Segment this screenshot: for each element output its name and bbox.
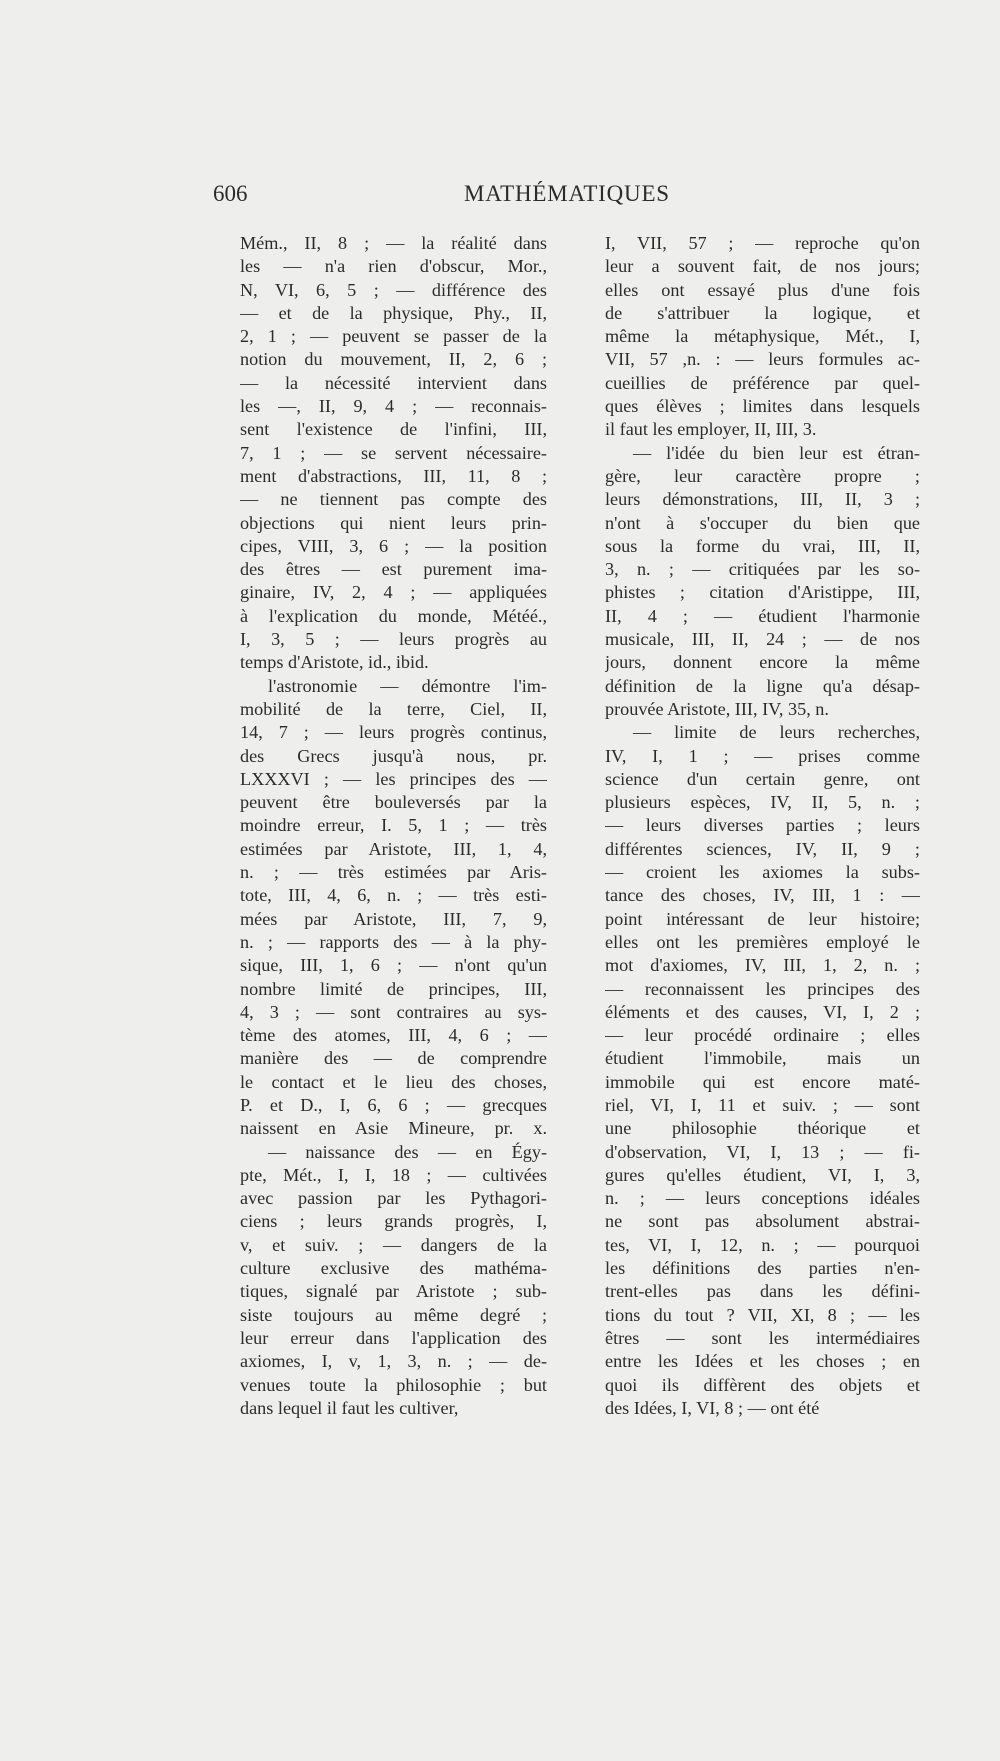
text-line: ginaire, IV, 2, 4 ; — appliquées [240,582,547,603]
text-line: d'observation, VI, I, 13 ; — fi- [605,1141,920,1162]
text-line: 2, 1 ; — peuvent se passer de la [240,326,547,347]
text-line: — et de la physique, Phy., II, [240,302,547,323]
text-line: tème des atomes, III, 4, 6 ; — [240,1025,547,1046]
text-line: avec passion par les Pythagori- [240,1188,547,1209]
text-line: sent l'existence de l'infini, III, [240,419,547,440]
text-line: 4, 3 ; — sont contraires au sys- [240,1001,547,1022]
text-line: culture exclusive des mathéma- [240,1258,547,1279]
text-line: de s'attribuer la logique, et [605,302,920,323]
text-line: — la nécessité intervient dans [240,372,547,393]
text-line: tance des choses, IV, III, 1 : — [605,885,920,906]
text-line: une philosophie théorique et [605,1118,920,1139]
text-line: I, VII, 57 ; — reproche qu'on [605,233,920,253]
text-line: gère, leur caractère propre ; [605,465,920,486]
text-line: les définitions des parties n'en- [605,1258,920,1279]
text-line: tote, III, 4, 6, n. ; — très esti- [240,885,547,906]
text-line: P. et D., I, 6, 6 ; — grecques [240,1094,547,1115]
text-line: riel, VI, I, 11 et suiv. ; — sont [605,1094,920,1115]
text-line: ment d'abstractions, III, 11, 8 ; [240,465,547,486]
text-line: point intéressant de leur histoire; [605,908,920,929]
text-line: nombre limité de principes, III, [240,978,547,999]
text-line: — leur procédé ordinaire ; elles [605,1025,920,1046]
text-line: moindre erreur, I. 5, 1 ; — très [240,815,547,836]
text-line: immobile qui est encore maté- [605,1071,920,1092]
text-line: estimées par Aristote, III, 1, 4, [240,838,547,859]
text-line: elles ont essayé plus d'une fois [605,279,920,300]
text-line: êtres — sont les intermédiaires [605,1327,920,1348]
text-line: pte, Mét., I, I, 18 ; — cultivées [240,1164,547,1185]
text-line: n'ont à s'occuper du bien que [605,512,920,533]
text-line: entre les Idées et les choses ; en [605,1351,920,1372]
text-line: leur a souvent fait, de nos jours; [605,256,920,277]
text-line: peuvent être bouleversés par la [240,792,547,813]
text-line: axiomes, I, v, 1, 3, n. ; — de- [240,1351,547,1372]
text-line: 14, 7 ; — leurs progrès continus, [240,722,547,743]
text-line: leur erreur dans l'application des [240,1327,547,1348]
text-line: 7, 1 ; — se servent nécessaire- [240,442,547,463]
text-line: tions du tout ? VII, XI, 8 ; — les [605,1304,920,1325]
text-line: les —, II, 9, 4 ; — reconnais- [240,396,547,417]
text-line: cueillies de préférence par quel- [605,372,920,393]
text-line: des Grecs jusqu'à nous, pr. [240,745,547,766]
text-line: objections qui nient leurs prin- [240,512,547,533]
text-line: musicale, III, II, 24 ; — de nos [605,629,920,650]
text-line: venues toute la philosophie ; but [240,1374,547,1395]
text-line: ciens ; leurs grands progrès, I, [240,1211,547,1232]
text-line: VII, 57 ,n. : — leurs formules ac- [605,349,920,370]
text-line: plusieurs espèces, IV, II, 5, n. ; [605,792,920,813]
text-line: mobilité de la terre, Ciel, II, [240,698,547,719]
text-line: II, 4 ; — étudient l'harmonie [605,605,920,626]
text-line: n. ; — leurs conceptions idéales [605,1188,920,1209]
text-line: des Idées, I, VI, 8 ; — ont été [605,1397,820,1418]
text-line: 3, n. ; — critiquées par les so- [605,559,920,580]
text-line: prouvée Aristote, III, IV, 35, n. [605,698,829,719]
text-line: IV, I, 1 ; — prises comme [605,745,920,766]
text-line: quoi ils diffèrent des objets et [605,1374,920,1395]
text-line: — croient les axiomes la subs- [605,862,920,883]
text-line: v, et suiv. ; — dangers de la [240,1234,547,1255]
text-line: sique, III, 1, 6 ; — n'ont qu'un [240,955,547,976]
text-line: phistes ; citation d'Aristippe, III, [605,582,920,603]
text-line: — naissance des — en Égy- [268,1141,547,1162]
text-line: étudient l'immobile, mais un [605,1048,920,1069]
text-line: même la métaphysique, Mét., I, [605,326,920,347]
left-column [240,232,547,1420]
text-line: — leurs diverses parties ; leurs [605,815,920,836]
text-line: I, 3, 5 ; — leurs progrès au [240,629,547,650]
text-line: des êtres — est purement ima- [240,559,547,580]
text-line: n. ; — rapports des — à la phy- [240,931,547,952]
text-line: jours, donnent encore la même [605,652,920,673]
text-line: tes, VI, I, 12, n. ; — pourquoi [605,1234,920,1255]
text-line: définition de la ligne qu'a désap- [605,675,920,696]
page-number: 606 [213,181,248,206]
text-line: manière des — de comprendre [240,1048,547,1069]
text-line: naissent en Asie Mineure, pr. x. [240,1118,547,1139]
text-line: N, VI, 6, 5 ; — différence des [240,279,547,300]
text-line: cipes, VIII, 3, 6 ; — la position [240,535,547,556]
text-line: les — n'a rien d'obscur, Mor., [240,256,547,277]
text-line: Mém., II, 8 ; — la réalité dans [240,233,547,253]
page-header [213,181,713,213]
text-line: temps d'Aristote, id., ibid. [240,652,429,673]
text-line: l'astronomie — démontre l'im- [268,675,547,696]
text-line: siste toujours au même degré ; [240,1304,547,1325]
running-head: MATHÉMATIQUES [464,181,670,206]
text-line: ques élèves ; limites dans lesquels [605,396,920,417]
text-line: — limite de leurs recherches, [633,722,920,743]
text-line: LXXXVI ; — les principes des — [240,768,547,789]
text-line: n. ; — très estimées par Aris- [240,862,547,883]
text-line: le contact et le lieu des choses, [240,1071,547,1092]
text-line: — l'idée du bien leur est étran- [633,442,920,463]
text-line: éléments et des causes, VI, I, 2 ; [605,1001,920,1022]
text-line: différentes sciences, IV, II, 9 ; [605,838,920,859]
text-line: il faut les employer, II, III, 3. [605,419,817,440]
text-line: notion du mouvement, II, 2, 6 ; [240,349,547,370]
text-line: — reconnaissent les principes des [605,978,920,999]
text-line: sous la forme du vrai, III, II, [605,535,920,556]
text-line: ne sont pas absolument abstrai- [605,1211,920,1232]
text-line: leurs démonstrations, III, II, 3 ; [605,489,920,510]
text-line: à l'explication du monde, Météé., [240,605,547,626]
right-column [605,232,920,1420]
text-line: gures qu'elles étudient, VI, I, 3, [605,1164,920,1185]
text-line: tiques, signalé par Aristote ; sub- [240,1281,547,1302]
text-line: elles ont les premières employé le [605,931,920,952]
text-line: mées par Aristote, III, 7, 9, [240,908,547,929]
text-line: dans lequel il faut les cultiver, [240,1397,459,1418]
text-line: science d'un certain genre, ont [605,768,920,789]
text-line: — ne tiennent pas compte des [240,489,547,510]
text-line: trent-elles pas dans les défini- [605,1281,920,1302]
text-line: mot d'axiomes, IV, III, 1, 2, n. ; [605,955,920,976]
